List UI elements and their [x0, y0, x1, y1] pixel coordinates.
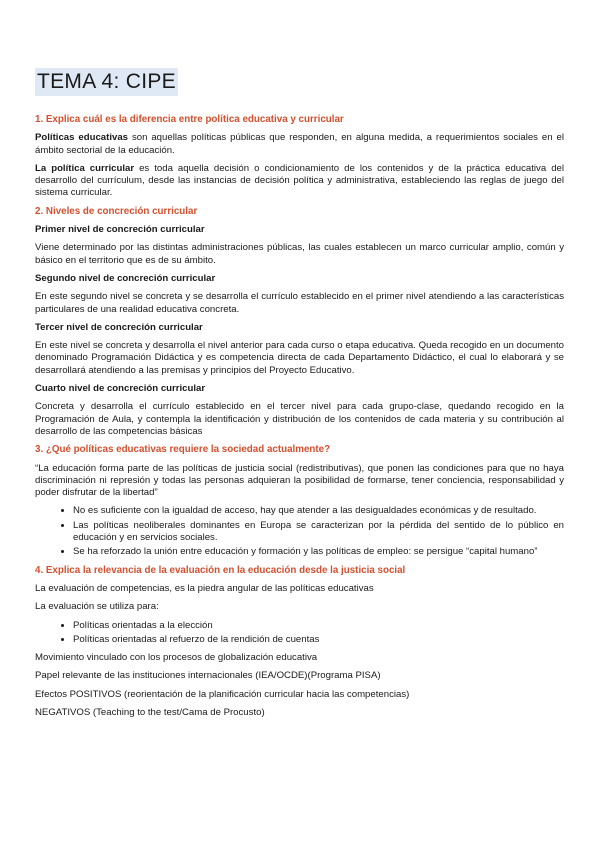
subheading: Tercer nivel de concreción curricular: [35, 321, 203, 333]
text-line: La evaluación de competencias, es la piedra angular de las políticas educativas: [35, 582, 374, 594]
quote-paragraph: “La educación forma parte de las políticas de justicia social (redistributivas), que ponen las condiciones para que no haya discriminación ni represión y todas las personas adquieran la posibilidad de formarse, tener conciencia, responsabilidad y poder disfrutar de la libertad”: [35, 462, 564, 499]
paragraph: Políticas educativas son aquellas políticas públicas que responden, en alguna medida, a requerimientos sociales en el ámbito sectorial de la educación.: [35, 132, 564, 156]
text-line: Movimiento vinculado con los procesos de globalización educativa: [35, 652, 318, 664]
section-heading-1: 1. Explica cuál es la diferencia entre política educativa y curricular: [35, 114, 344, 125]
list-item: • Políticas orientadas a la elección: [73, 620, 564, 632]
subheading: Segundo nivel de concreción curricular: [35, 272, 216, 284]
document-body: [35, 114, 564, 725]
bullet-list: [35, 620, 564, 647]
subheading: Primer nivel de concreción curricular: [35, 224, 205, 236]
paragraph: Concreta y desarrolla el currículo establecido en el tercer nivel para cada grupo-clase, quedando recogido en la Programación de Aula, y contempla la identificación y distribución de los contenidos de cada materia y su contribución al desarrollo de las competencias básicas: [35, 401, 564, 437]
list-item: • Las políticas neoliberales dominantes en Europa se caracterizan por la pérdida del sentido de lo público en educación y en servicios sociales.: [73, 520, 564, 545]
paragraph: Viene determinado por las distintas administraciones públicas, las cuales establecen un marco curricular amplio, común y básico en el territorio que es de su ámbito.: [35, 242, 564, 266]
list-item: • Políticas orientadas al refuerzo de la rendición de cuentas: [73, 634, 564, 646]
bold-term: La política curricular: [35, 162, 135, 174]
text-line: La evaluación se utiliza para:: [35, 601, 159, 613]
text-line: Efectos POSITIVOS (reorientación de la planificación curricular hacia las competencias): [35, 688, 410, 700]
paragraph: La política curricular es toda aquella decisión o condicionamiento de los contenidos y de la práctica educativa del desarrollo del currículum, desde las instancias de decisión política y administrativa, estableciendo las reglas de juego del sistema curricular.: [35, 162, 564, 199]
paragraph: En este segundo nivel se concreta y se desarrolla el currículo establecido en el primer nivel atendiendo a las características particulares de una realidad educativa concreta.: [35, 291, 564, 315]
page-title: TEMA 4: CIPE: [35, 68, 178, 96]
section-heading-4: 4. Explica la relevancia de la evaluación en la educación desde la justicia social: [35, 564, 406, 576]
bold-term: Políticas educativas: [35, 132, 128, 144]
list-item: • No es suficiente con la igualdad de acceso, hay que atender a las desigualdades económicas y de resultado.: [73, 505, 564, 517]
paragraph: En este nivel se concreta y desarrolla el nivel anterior para cada curso o etapa educativa. Queda recogido en un documento denominado Programación Didáctica y es competencia directa de cada Departamento Didáctico, el cual lo elaborará y se desarrollará atendiendo a las premisas y principios del Proyecto Educativo.: [35, 340, 564, 376]
text-line: Papel relevante de las instituciones internacionales (IEA/OCDE)(Programa PISA): [35, 670, 381, 682]
list-item: • Se ha reforzado la unión entre educación y formación y las políticas de empleo: se persigue “capital humano”: [73, 546, 564, 558]
section-heading-3: 3. ¿Qué políticas educativas requiere la sociedad actualmente?: [35, 444, 331, 456]
text-line: NEGATIVOS (Teaching to the test/Cama de Procusto): [35, 706, 265, 718]
bullet-list: [35, 505, 564, 558]
section-heading-2: 2. Niveles de concreción curricular: [35, 205, 198, 217]
subheading: Cuarto nivel de concreción curricular: [35, 383, 206, 395]
